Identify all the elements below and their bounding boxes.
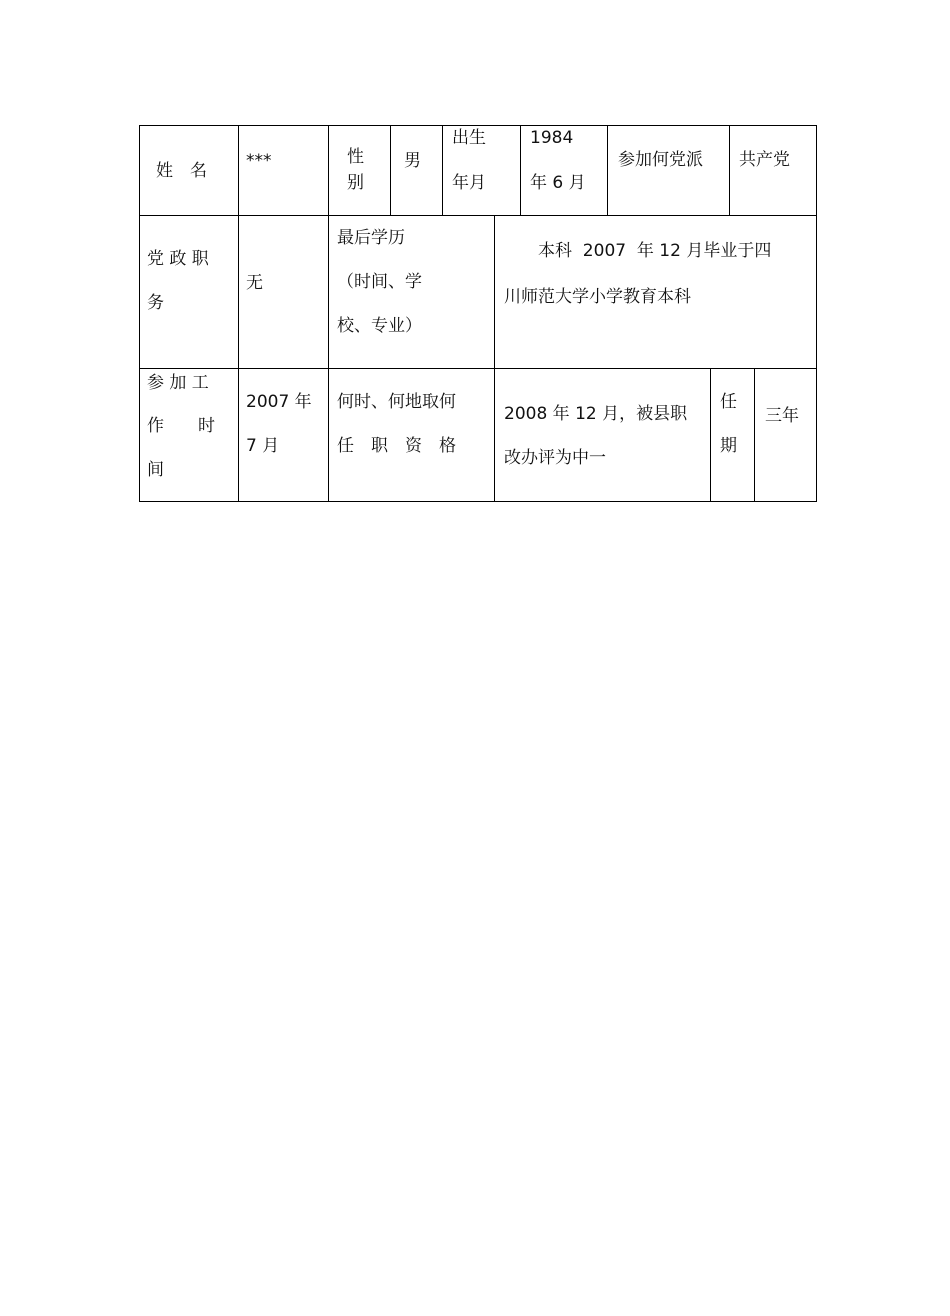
work-label-line2: 作 时: [147, 416, 215, 436]
gender-label-line1: 性: [347, 147, 364, 167]
post-label-line2: 务: [147, 293, 164, 313]
post-value: 无: [246, 273, 263, 293]
birth-label-cell: [443, 126, 521, 216]
party-label-cell: [608, 126, 730, 216]
post-label-cell: [140, 216, 239, 369]
qual-value-line2: 改办评为中一: [504, 448, 606, 468]
party-value: 共产党: [739, 150, 790, 170]
term-label-line1: 任: [720, 392, 737, 412]
edu-label-line3: 校、专业）: [337, 316, 422, 336]
work-label-cell: [140, 369, 239, 501]
work-label-line3: 间: [147, 460, 164, 480]
term-label-cell: [711, 369, 755, 501]
term-value: 三年: [765, 406, 799, 426]
gender-label-line2: 别: [347, 173, 364, 193]
edu-label-line2: （时间、学: [337, 272, 422, 292]
work-value-line1: 2007 年: [246, 392, 312, 412]
qual-label-cell: [329, 369, 495, 501]
qual-label-line1: 何时、何地取何: [337, 392, 456, 412]
qual-value-cell: [495, 369, 711, 501]
gender-value-cell: [391, 126, 443, 216]
birth-label-line2: 年月: [452, 173, 486, 193]
qual-value-line1: 2008 年 12 月，被县职: [504, 404, 688, 424]
name-value-cell: [239, 126, 329, 216]
gender-value: 男: [404, 151, 421, 171]
birth-label-line1: 出生: [452, 128, 486, 148]
post-value-cell: [239, 216, 329, 369]
party-label: 参加何党派: [618, 150, 703, 170]
edu-value-line1: 本科 2007 年 12 月毕业于四: [504, 241, 772, 261]
name-label-cell: [140, 126, 239, 216]
term-label-line2: 期: [720, 436, 737, 456]
work-label-line1: 参 加 工: [147, 373, 209, 393]
edu-label-line1: 最后学历: [337, 228, 405, 248]
personnel-form-table: [139, 125, 817, 502]
birth-value-line2: 年 6 月: [530, 173, 586, 193]
post-label-line1: 党 政 职: [147, 249, 209, 269]
qual-label-line2: 任 职 资 格: [337, 436, 456, 456]
name-label: 姓 名: [156, 160, 207, 181]
gender-label-cell: [329, 126, 391, 216]
work-value-cell: [239, 369, 329, 501]
edu-label-cell: [329, 216, 495, 369]
birth-value-line1: 1984: [530, 128, 574, 148]
party-value-cell: [730, 126, 816, 216]
edu-value-line2: 川师范大学小学教育本科: [504, 287, 691, 307]
name-value: ***: [246, 151, 272, 171]
birth-value-cell: [521, 126, 608, 216]
term-value-cell: [755, 369, 816, 501]
edu-value-cell: [495, 216, 816, 369]
work-value-line2: 7 月: [246, 436, 280, 456]
